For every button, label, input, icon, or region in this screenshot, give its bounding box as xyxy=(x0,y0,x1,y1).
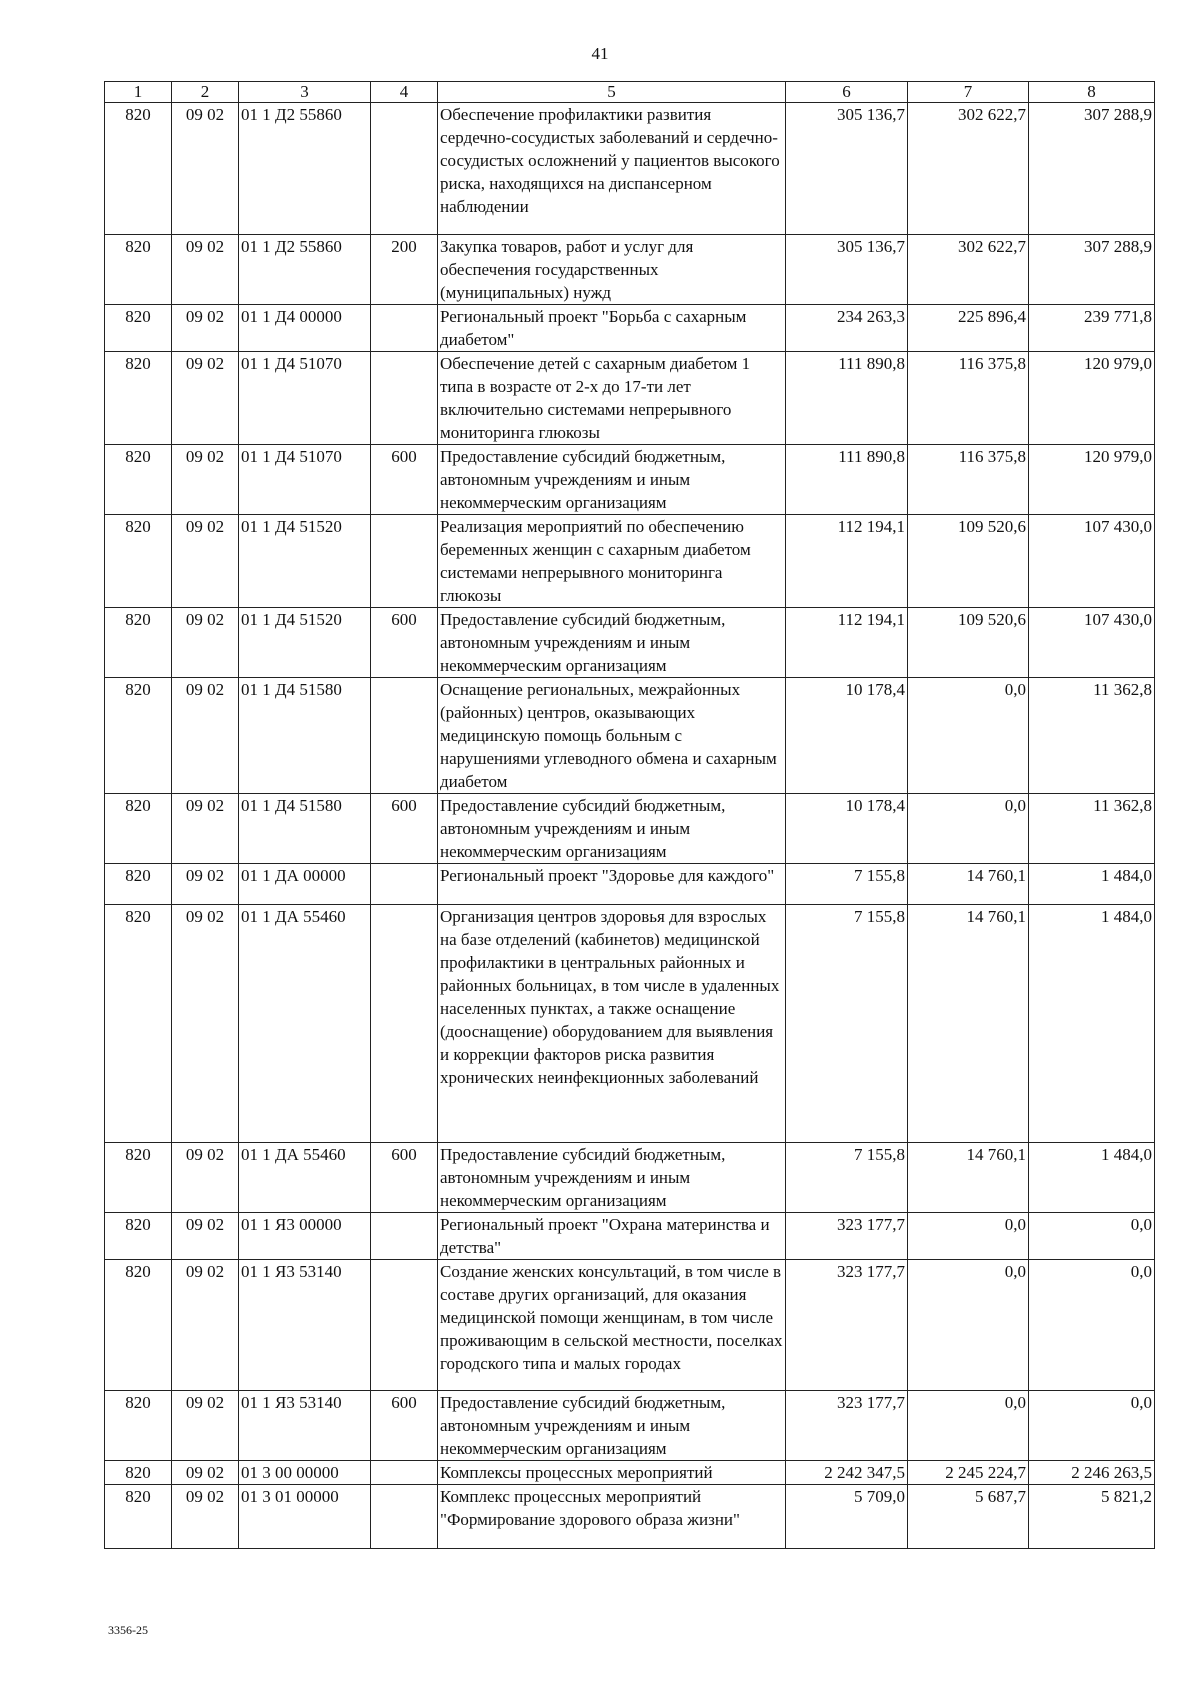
amount-2027-cell: 0,0 xyxy=(1029,1391,1155,1461)
col-header-7: 7 xyxy=(908,82,1029,103)
amount-2025-cell: 2 242 347,5 xyxy=(786,1461,908,1485)
name-cell: Предоставление субсидий бюджетным, автономным учреждениям и иным некоммерческим организациям xyxy=(438,608,786,678)
amount-2025-cell: 111 890,8 xyxy=(786,445,908,515)
amount-2026-cell: 302 622,7 xyxy=(908,235,1029,305)
section-cell: 09 02 xyxy=(172,608,239,678)
amount-2026-cell: 116 375,8 xyxy=(908,352,1029,445)
target-article-cell: 01 1 Д2 55860 xyxy=(239,103,371,235)
section-cell: 09 02 xyxy=(172,1391,239,1461)
target-article-cell: 01 1 ДА 00000 xyxy=(239,864,371,905)
name-cell: Региональный проект "Здоровье для каждого" xyxy=(438,864,786,905)
amount-2025-cell: 323 177,7 xyxy=(786,1260,908,1391)
grbs-cell: 820 xyxy=(105,608,172,678)
amount-2027-cell: 107 430,0 xyxy=(1029,515,1155,608)
table-row xyxy=(105,794,1155,864)
expense-type-cell: 600 xyxy=(371,794,438,864)
amount-2026-cell: 225 896,4 xyxy=(908,305,1029,352)
table-row xyxy=(105,864,1155,905)
amount-2026-cell: 14 760,1 xyxy=(908,1143,1029,1213)
table-row xyxy=(105,445,1155,515)
amount-2027-cell: 1 484,0 xyxy=(1029,1143,1155,1213)
amount-2025-cell: 111 890,8 xyxy=(786,352,908,445)
amount-2025-cell: 112 194,1 xyxy=(786,515,908,608)
amount-2027-cell: 107 430,0 xyxy=(1029,608,1155,678)
name-cell: Создание женских консультаций, в том числе в составе других организаций, для оказания медицинской помощи женщинам, в том числе проживающим в сельской местности, поселках городского типа и малых городах xyxy=(438,1260,786,1391)
name-cell: Комплекс процессных мероприятий "Формирование здорового образа жизни" xyxy=(438,1485,786,1549)
amount-2026-cell: 109 520,6 xyxy=(908,515,1029,608)
amount-2026-cell: 116 375,8 xyxy=(908,445,1029,515)
col-header-2: 2 xyxy=(172,82,239,103)
amount-2027-cell: 120 979,0 xyxy=(1029,352,1155,445)
name-cell: Обеспечение детей с сахарным диабетом 1 типа в возрасте от 2-х до 17-ти лет включительно системами непрерывного мониторинга глюкозы xyxy=(438,352,786,445)
expense-type-cell xyxy=(371,1485,438,1549)
section-cell: 09 02 xyxy=(172,678,239,794)
section-cell: 09 02 xyxy=(172,445,239,515)
grbs-cell: 820 xyxy=(105,305,172,352)
amount-2026-cell: 0,0 xyxy=(908,1391,1029,1461)
amount-2027-cell: 11 362,8 xyxy=(1029,794,1155,864)
name-cell: Закупка товаров, работ и услуг для обеспечения государственных (муниципальных) нужд xyxy=(438,235,786,305)
target-article-cell: 01 1 Д4 51070 xyxy=(239,445,371,515)
amount-2026-cell: 0,0 xyxy=(908,794,1029,864)
amount-2025-cell: 305 136,7 xyxy=(786,103,908,235)
section-cell: 09 02 xyxy=(172,515,239,608)
expense-type-cell: 600 xyxy=(371,445,438,515)
table-row xyxy=(105,1485,1155,1549)
target-article-cell: 01 3 01 00000 xyxy=(239,1485,371,1549)
amount-2026-cell: 0,0 xyxy=(908,1213,1029,1260)
expense-type-cell xyxy=(371,905,438,1143)
expense-type-cell: 600 xyxy=(371,608,438,678)
expense-type-cell xyxy=(371,103,438,235)
target-article-cell: 01 1 Я3 00000 xyxy=(239,1213,371,1260)
amount-2025-cell: 7 155,8 xyxy=(786,905,908,1143)
amount-2027-cell: 239 771,8 xyxy=(1029,305,1155,352)
amount-2026-cell: 2 245 224,7 xyxy=(908,1461,1029,1485)
target-article-cell: 01 1 Д4 51520 xyxy=(239,515,371,608)
name-cell: Предоставление субсидий бюджетным, автономным учреждениям и иным некоммерческим организациям xyxy=(438,1391,786,1461)
expense-type-cell xyxy=(371,1461,438,1485)
budget-table xyxy=(104,81,1155,1549)
expense-type-cell: 600 xyxy=(371,1391,438,1461)
target-article-cell: 01 1 Я3 53140 xyxy=(239,1260,371,1391)
section-cell: 09 02 xyxy=(172,1143,239,1213)
expense-type-cell xyxy=(371,1213,438,1260)
amount-2025-cell: 323 177,7 xyxy=(786,1391,908,1461)
table-row xyxy=(105,1213,1155,1260)
grbs-cell: 820 xyxy=(105,1485,172,1549)
name-cell: Организация центров здоровья для взрослых на базе отделений (кабинетов) медицинской профилактики в центральных районных и районных больницах, в том числе в удаленных населенных пунктах, а также оснащение (дооснащение) оборудованием для выявления и коррекции факторов риска развития хронических неинфекционных заболеваний xyxy=(438,905,786,1143)
table-row xyxy=(105,678,1155,794)
amount-2026-cell: 302 622,7 xyxy=(908,103,1029,235)
col-header-8: 8 xyxy=(1029,82,1155,103)
target-article-cell: 01 1 Д4 51580 xyxy=(239,678,371,794)
col-header-6: 6 xyxy=(786,82,908,103)
table-body xyxy=(105,103,1155,1549)
page-number: 41 xyxy=(591,44,609,63)
amount-2027-cell: 0,0 xyxy=(1029,1213,1155,1260)
table-row xyxy=(105,352,1155,445)
table-row xyxy=(105,1143,1155,1213)
section-cell: 09 02 xyxy=(172,864,239,905)
grbs-cell: 820 xyxy=(105,1260,172,1391)
grbs-cell: 820 xyxy=(105,352,172,445)
section-cell: 09 02 xyxy=(172,1461,239,1485)
target-article-cell: 01 1 Я3 53140 xyxy=(239,1391,371,1461)
name-cell: Предоставление субсидий бюджетным, автономным учреждениям и иным некоммерческим организациям xyxy=(438,794,786,864)
section-cell: 09 02 xyxy=(172,905,239,1143)
amount-2027-cell: 307 288,9 xyxy=(1029,103,1155,235)
table-row xyxy=(105,905,1155,1143)
grbs-cell: 820 xyxy=(105,905,172,1143)
grbs-cell: 820 xyxy=(105,515,172,608)
table-row xyxy=(105,1461,1155,1485)
grbs-cell: 820 xyxy=(105,678,172,794)
col-header-4: 4 xyxy=(371,82,438,103)
expense-type-cell: 200 xyxy=(371,235,438,305)
amount-2026-cell: 14 760,1 xyxy=(908,864,1029,905)
amount-2026-cell: 109 520,6 xyxy=(908,608,1029,678)
expense-type-cell xyxy=(371,678,438,794)
expense-type-cell xyxy=(371,352,438,445)
name-cell: Предоставление субсидий бюджетным, автономным учреждениям и иным некоммерческим организациям xyxy=(438,445,786,515)
name-cell: Предоставление субсидий бюджетным, автономным учреждениям и иным некоммерческим организациям xyxy=(438,1143,786,1213)
amount-2025-cell: 7 155,8 xyxy=(786,864,908,905)
expense-type-cell: 600 xyxy=(371,1143,438,1213)
amount-2027-cell: 0,0 xyxy=(1029,1260,1155,1391)
target-article-cell: 01 1 ДА 55460 xyxy=(239,1143,371,1213)
table-row xyxy=(105,1260,1155,1391)
grbs-cell: 820 xyxy=(105,445,172,515)
grbs-cell: 820 xyxy=(105,1391,172,1461)
section-cell: 09 02 xyxy=(172,1485,239,1549)
name-cell: Региональный проект "Борьба с сахарным диабетом" xyxy=(438,305,786,352)
target-article-cell: 01 1 Д2 55860 xyxy=(239,235,371,305)
target-article-cell: 01 1 Д4 51520 xyxy=(239,608,371,678)
amount-2025-cell: 10 178,4 xyxy=(786,678,908,794)
amount-2026-cell: 0,0 xyxy=(908,1260,1029,1391)
header-row xyxy=(105,82,1155,103)
section-cell: 09 02 xyxy=(172,1213,239,1260)
table-row xyxy=(105,305,1155,352)
document-code: 3356-25 xyxy=(108,1623,148,1637)
table-row xyxy=(105,608,1155,678)
amount-2025-cell: 7 155,8 xyxy=(786,1143,908,1213)
grbs-cell: 820 xyxy=(105,794,172,864)
name-cell: Оснащение региональных, межрайонных (районных) центров, оказывающих медицинскую помощь больным с нарушениями углеводного обмена и сахарным диабетом xyxy=(438,678,786,794)
amount-2025-cell: 234 263,3 xyxy=(786,305,908,352)
section-cell: 09 02 xyxy=(172,1260,239,1391)
target-article-cell: 01 1 Д4 51070 xyxy=(239,352,371,445)
target-article-cell: 01 1 Д4 51580 xyxy=(239,794,371,864)
amount-2025-cell: 112 194,1 xyxy=(786,608,908,678)
amount-2027-cell: 5 821,2 xyxy=(1029,1485,1155,1549)
col-header-3: 3 xyxy=(239,82,371,103)
table-row xyxy=(105,515,1155,608)
amount-2027-cell: 11 362,8 xyxy=(1029,678,1155,794)
expense-type-cell xyxy=(371,1260,438,1391)
amount-2026-cell: 5 687,7 xyxy=(908,1485,1029,1549)
amount-2027-cell: 1 484,0 xyxy=(1029,864,1155,905)
amount-2027-cell: 1 484,0 xyxy=(1029,905,1155,1143)
amount-2027-cell: 307 288,9 xyxy=(1029,235,1155,305)
amount-2025-cell: 305 136,7 xyxy=(786,235,908,305)
expense-type-cell xyxy=(371,305,438,352)
table-row xyxy=(105,1391,1155,1461)
grbs-cell: 820 xyxy=(105,1143,172,1213)
grbs-cell: 820 xyxy=(105,1461,172,1485)
table-row xyxy=(105,103,1155,235)
name-cell: Региональный проект "Охрана материнства и детства" xyxy=(438,1213,786,1260)
target-article-cell: 01 1 Д4 00000 xyxy=(239,305,371,352)
section-cell: 09 02 xyxy=(172,235,239,305)
col-header-1: 1 xyxy=(105,82,172,103)
name-cell: Реализация мероприятий по обеспечению беременных женщин с сахарным диабетом системами непрерывного мониторинга глюкозы xyxy=(438,515,786,608)
amount-2027-cell: 120 979,0 xyxy=(1029,445,1155,515)
name-cell: Комплексы процессных мероприятий xyxy=(438,1461,786,1485)
section-cell: 09 02 xyxy=(172,794,239,864)
amount-2026-cell: 14 760,1 xyxy=(908,905,1029,1143)
expense-type-cell xyxy=(371,515,438,608)
section-cell: 09 02 xyxy=(172,103,239,235)
amount-2025-cell: 10 178,4 xyxy=(786,794,908,864)
amount-2027-cell: 2 246 263,5 xyxy=(1029,1461,1155,1485)
section-cell: 09 02 xyxy=(172,305,239,352)
amount-2026-cell: 0,0 xyxy=(908,678,1029,794)
target-article-cell: 01 1 ДА 55460 xyxy=(239,905,371,1143)
grbs-cell: 820 xyxy=(105,864,172,905)
grbs-cell: 820 xyxy=(105,235,172,305)
section-cell: 09 02 xyxy=(172,352,239,445)
amount-2025-cell: 323 177,7 xyxy=(786,1213,908,1260)
amount-2025-cell: 5 709,0 xyxy=(786,1485,908,1549)
grbs-cell: 820 xyxy=(105,103,172,235)
expense-type-cell xyxy=(371,864,438,905)
target-article-cell: 01 3 00 00000 xyxy=(239,1461,371,1485)
table-row xyxy=(105,235,1155,305)
name-cell: Обеспечение профилактики развития сердечно-сосудистых заболеваний и сердечно-сосудистых осложнений у пациентов высокого риска, находящихся на диспансерном наблюдении xyxy=(438,103,786,235)
grbs-cell: 820 xyxy=(105,1213,172,1260)
col-header-5: 5 xyxy=(438,82,786,103)
